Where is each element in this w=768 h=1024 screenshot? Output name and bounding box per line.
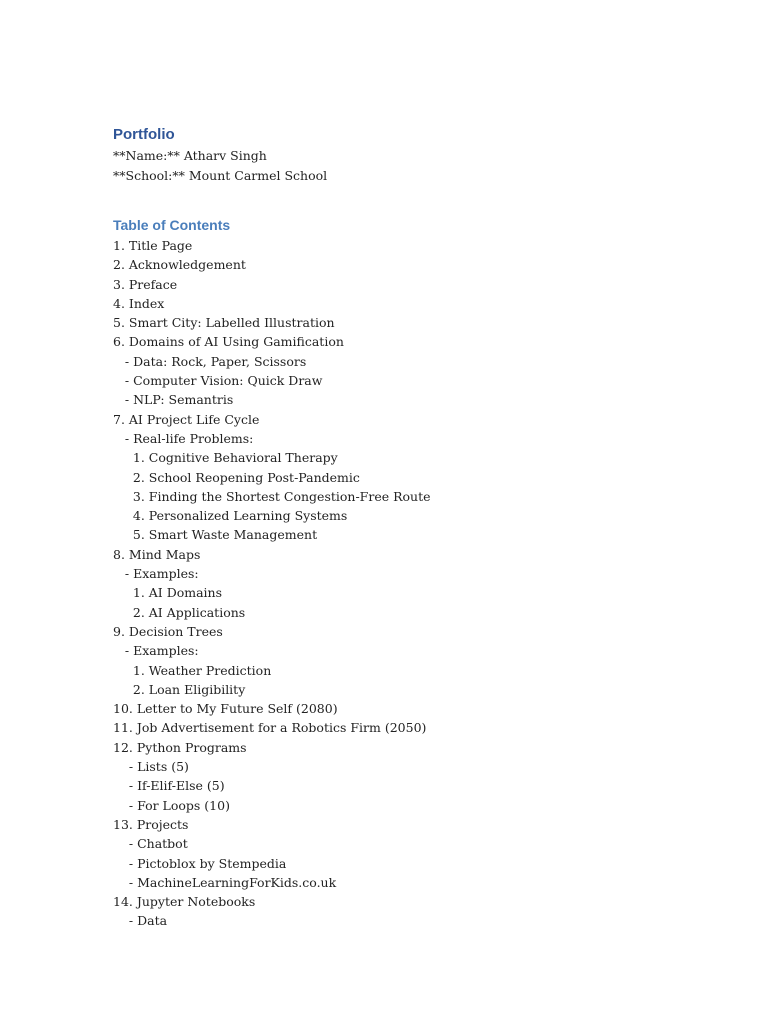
toc-item: - Data bbox=[113, 913, 168, 929]
toc-item: 9. Decision Trees bbox=[113, 623, 223, 639]
toc-item: 1. Cognitive Behavioral Therapy bbox=[113, 450, 338, 466]
toc-item: - Pictoblox by Stempedia bbox=[113, 855, 287, 871]
toc-item: 1. Weather Prediction bbox=[113, 662, 272, 678]
toc-item: 2. AI Applications bbox=[113, 604, 246, 620]
toc-item: 12. Python Programs bbox=[113, 739, 247, 755]
school-name: **School:** Mount Carmel School bbox=[113, 168, 328, 183]
toc-item: 3. Preface bbox=[113, 276, 178, 292]
toc-item: - Computer Vision: Quick Draw bbox=[113, 373, 323, 389]
toc-item: - For Loops (10) bbox=[113, 797, 230, 813]
toc-item: 4. Personalized Learning Systems bbox=[113, 508, 348, 524]
toc-item: 2. Acknowledgement bbox=[113, 257, 246, 273]
toc-item: 3. Finding the Shortest Congestion-Free Route bbox=[113, 488, 431, 504]
toc-item: - Lists (5) bbox=[113, 759, 189, 775]
toc-item: - Examples: bbox=[113, 566, 199, 582]
section-spacer bbox=[113, 186, 713, 214]
toc-item: 5. Smart City: Labelled Illustration bbox=[113, 315, 335, 331]
author-name: **Name:** Atharv Singh bbox=[113, 148, 267, 163]
toc-item: - Chatbot bbox=[113, 836, 188, 852]
toc-item: 6. Domains of AI Using Gamification bbox=[113, 334, 344, 350]
toc-item: 4. Index bbox=[113, 295, 165, 311]
toc-item: 2. Loan Eligibility bbox=[113, 681, 246, 697]
page-title: Portfolio bbox=[113, 126, 175, 143]
toc-item: 11. Job Advertisement for a Robotics Firm (2050) bbox=[113, 720, 427, 736]
toc-item: 8. Mind Maps bbox=[113, 546, 201, 562]
toc-item: 7. AI Project Life Cycle bbox=[113, 411, 260, 427]
toc-list bbox=[113, 236, 713, 931]
toc-item: 2. School Reopening Post-Pandemic bbox=[113, 469, 360, 485]
toc-item: - Examples: bbox=[113, 643, 199, 659]
toc-item: - Real-life Problems: bbox=[113, 430, 254, 446]
toc-item: 1. AI Domains bbox=[113, 585, 223, 601]
toc-item: 1. Title Page bbox=[113, 238, 193, 253]
toc-item: - NLP: Semantris bbox=[113, 392, 234, 408]
toc-item: - Data: Rock, Paper, Scissors bbox=[113, 353, 307, 369]
toc-item: - MachineLearningForKids.co.uk bbox=[113, 874, 337, 890]
toc-item: 10. Letter to My Future Self (2080) bbox=[113, 701, 338, 717]
toc-heading: Table of Contents bbox=[113, 217, 231, 233]
toc-item: 14. Jupyter Notebooks bbox=[113, 894, 256, 910]
toc-item: - If-Elif-Else (5) bbox=[113, 778, 225, 794]
toc-item: 5. Smart Waste Management bbox=[113, 527, 318, 543]
toc-item: 13. Projects bbox=[113, 816, 189, 832]
document-body bbox=[113, 124, 713, 931]
